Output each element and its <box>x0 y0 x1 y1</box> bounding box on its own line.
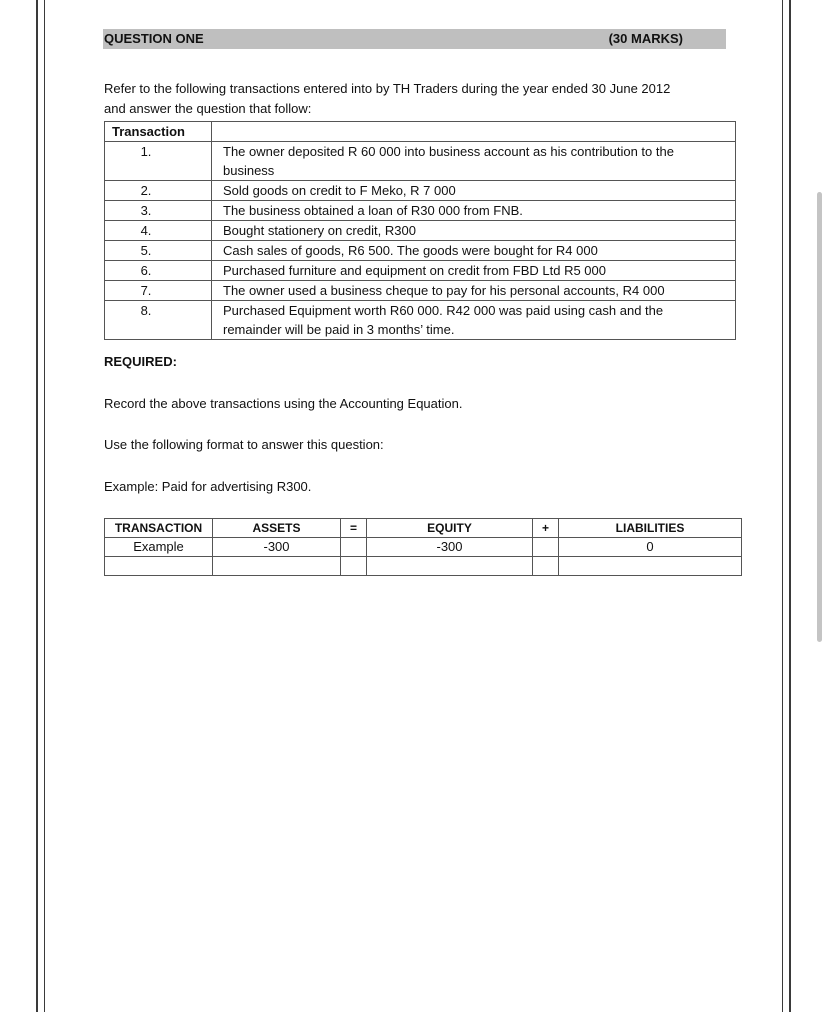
scrollbar-thumb[interactable] <box>817 192 822 642</box>
instruction-example: Example: Paid for advertising R300. <box>104 479 312 494</box>
question-title: QUESTION ONE <box>104 31 204 46</box>
transaction-number: 8. <box>105 301 212 340</box>
transactions-header-blank <box>212 122 736 142</box>
format-table <box>104 518 742 576</box>
example-liabilities: 0 <box>559 538 742 557</box>
example-transaction: Example <box>105 538 213 557</box>
example-equity: -300 <box>367 538 533 557</box>
transaction-description: Purchased furniture and equipment on credit from FBD Ltd R5 000 <box>212 261 736 281</box>
format-blank-row <box>105 557 742 576</box>
transaction-description <box>212 301 736 340</box>
format-example-row <box>105 538 742 557</box>
blank-cell <box>367 557 533 576</box>
transaction-description <box>212 142 736 181</box>
transaction-number: 3. <box>105 201 212 221</box>
description-line: business <box>223 163 275 178</box>
transaction-number: 7. <box>105 281 212 301</box>
transaction-number: 4. <box>105 221 212 241</box>
transaction-description: The business obtained a loan of R30 000 from FNB. <box>212 201 736 221</box>
example-plus <box>533 538 559 557</box>
instruction-format: Use the following format to answer this question: <box>104 437 384 452</box>
transaction-description: Cash sales of goods, R6 500. The goods were bought for R4 000 <box>212 241 736 261</box>
blank-cell <box>341 557 367 576</box>
format-header-row <box>105 519 742 538</box>
transaction-number: 2. <box>105 181 212 201</box>
table-row <box>105 241 736 261</box>
transactions-table <box>104 121 736 340</box>
required-label: REQUIRED: <box>104 354 177 369</box>
page-border-right-inner <box>782 0 783 1012</box>
transaction-description: Sold goods on credit to F Meko, R 7 000 <box>212 181 736 201</box>
transaction-number: 1. <box>105 142 212 181</box>
format-header-equals: = <box>341 519 367 538</box>
intro-line-2: and answer the question that follow: <box>104 101 312 116</box>
table-row <box>105 181 736 201</box>
blank-cell <box>213 557 341 576</box>
table-row <box>105 301 736 340</box>
table-row <box>105 261 736 281</box>
format-header-plus: + <box>533 519 559 538</box>
question-header <box>103 29 726 49</box>
format-header-assets: ASSETS <box>213 519 341 538</box>
page-border-left-outer <box>36 0 38 1012</box>
table-row <box>105 221 736 241</box>
format-header-transaction: TRANSACTION <box>105 519 213 538</box>
description-line: The owner deposited R 60 000 into business account as his contribution to the <box>223 144 674 159</box>
description-line: remainder will be paid in 3 months’ time. <box>223 322 455 337</box>
transaction-number: 6. <box>105 261 212 281</box>
instruction-record: Record the above transactions using the Accounting Equation. <box>104 396 463 411</box>
page-border-right-outer <box>789 0 791 1012</box>
transactions-header-row <box>105 122 736 142</box>
question-marks: (30 MARKS) <box>608 31 683 46</box>
transaction-description: The owner used a business cheque to pay for his personal accounts, R4 000 <box>212 281 736 301</box>
blank-cell <box>559 557 742 576</box>
intro-line-1: Refer to the following transactions entered into by TH Traders during the year ended 30 June 2012 <box>104 81 671 96</box>
format-header-equity: EQUITY <box>367 519 533 538</box>
transactions-header-cell: Transaction <box>105 122 212 142</box>
example-equals <box>341 538 367 557</box>
table-row <box>105 281 736 301</box>
table-row <box>105 201 736 221</box>
example-assets: -300 <box>213 538 341 557</box>
transaction-number: 5. <box>105 241 212 261</box>
page-border-left-inner <box>44 0 45 1012</box>
blank-cell <box>533 557 559 576</box>
table-row <box>105 142 736 181</box>
description-line: Purchased Equipment worth R60 000. R42 000 was paid using cash and the <box>223 303 664 318</box>
blank-cell <box>105 557 213 576</box>
format-header-liabilities: LIABILITIES <box>559 519 742 538</box>
transaction-description: Bought stationery on credit, R300 <box>212 221 736 241</box>
